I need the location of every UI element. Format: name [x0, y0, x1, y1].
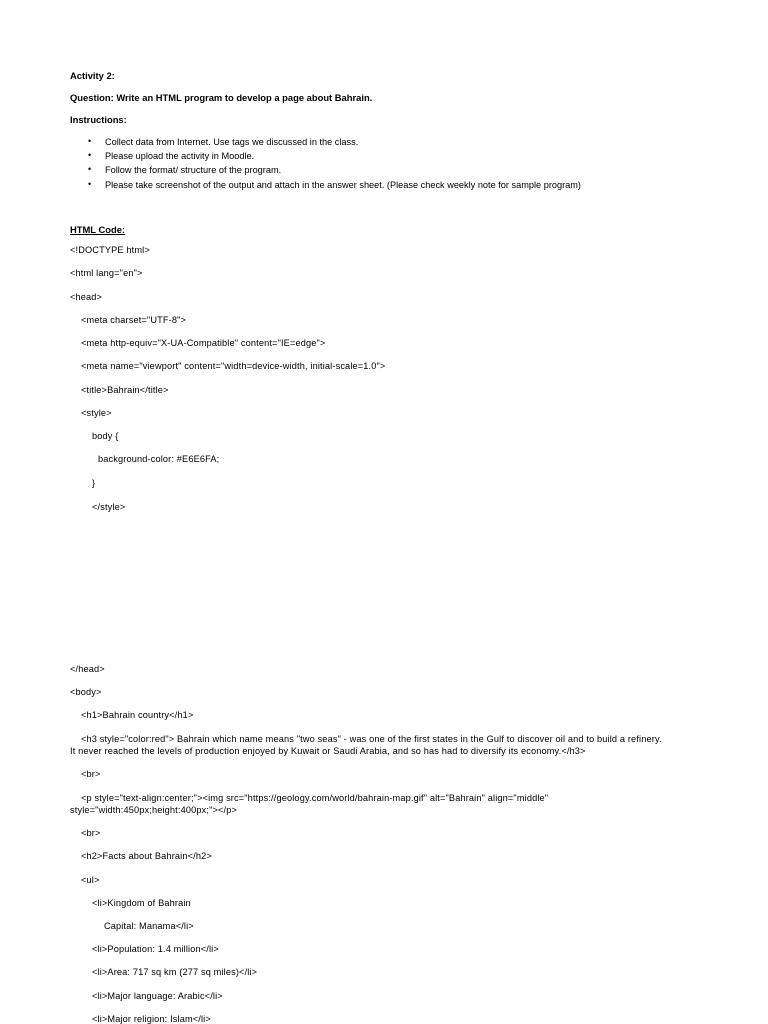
code-line: <h1>Bahrain country</h1>	[81, 710, 194, 720]
code-line: <br>	[81, 769, 101, 779]
code-heading: HTML Code:	[70, 224, 126, 235]
code-line: Capital: Manama</li>	[104, 921, 194, 931]
code-line: <title>Bahrain</title>	[81, 385, 169, 395]
code-line: <li>Area: 717 sq km (277 sq miles)</li>	[92, 967, 258, 977]
instruction-item: Please take screenshot of the output and attach in the answer sheet. (Please check weekly note for sample program)	[105, 180, 581, 190]
code-line: <head>	[70, 292, 103, 302]
code-line: <body>	[70, 687, 102, 697]
activity-title: Activity 2:	[70, 70, 115, 81]
question-text: Question: Write an HTML program to develop a page about Bahrain.	[70, 92, 373, 103]
instructions-label: Instructions:	[70, 114, 127, 125]
code-line: <!DOCTYPE html>	[70, 245, 150, 255]
code-line: </head>	[70, 664, 105, 674]
code-line: <li>Population: 1.4 million</li>	[92, 944, 219, 954]
code-line: <br>	[81, 828, 101, 838]
code-line: <ul>	[81, 875, 100, 885]
instruction-item: Follow the format/ structure of the program.	[105, 165, 282, 175]
code-line: </style>	[92, 502, 126, 512]
code-line: <h3 style="color:red"> Bahrain which name means "two seas" - was one of the first states in the Gulf to discover oil and to build a refinery. It never reached the levels of production enjoyed by Kuwait or Saudi Arabia, and so has had to diversify its economy.</h3>	[70, 734, 662, 756]
code-line: <html lang="en">	[70, 268, 143, 278]
code-line: <style>	[81, 408, 112, 418]
instruction-item: Collect data from Internet. Use tags we discussed in the class.	[105, 137, 359, 147]
code-line: <p style="text-align:center;"><img src="https://geology.com/world/bahrain-map.gif" alt="Bahrain" align="middle" style="width:450px;height:400px;"></p>	[70, 793, 549, 815]
code-line: <li>Major language: Arabic</li>	[92, 991, 223, 1001]
bullet-icon: •	[88, 164, 92, 174]
code-line: <meta http-equiv="X-UA-Compatible" content="IE=edge">	[81, 338, 326, 348]
code-line: <meta name="viewport" content="width=device-width, initial-scale=1.0">	[81, 361, 386, 371]
code-line: <meta charset="UTF-8">	[81, 315, 187, 325]
code-line: }	[92, 478, 96, 488]
code-line: <h2>Facts about Bahrain</h2>	[81, 851, 212, 861]
bullet-icon: •	[88, 179, 92, 189]
code-line: <li>Kingdom of Bahrain	[92, 898, 191, 908]
code-line: body {	[92, 431, 119, 441]
bullet-icon: •	[88, 136, 92, 146]
code-line: background-color: #E6E6FA;	[98, 454, 220, 464]
bullet-icon: •	[88, 150, 92, 160]
instruction-item: Please upload the activity in Moodle.	[105, 151, 255, 161]
code-line: <li>Major religion: Islam</li>	[92, 1014, 211, 1024]
